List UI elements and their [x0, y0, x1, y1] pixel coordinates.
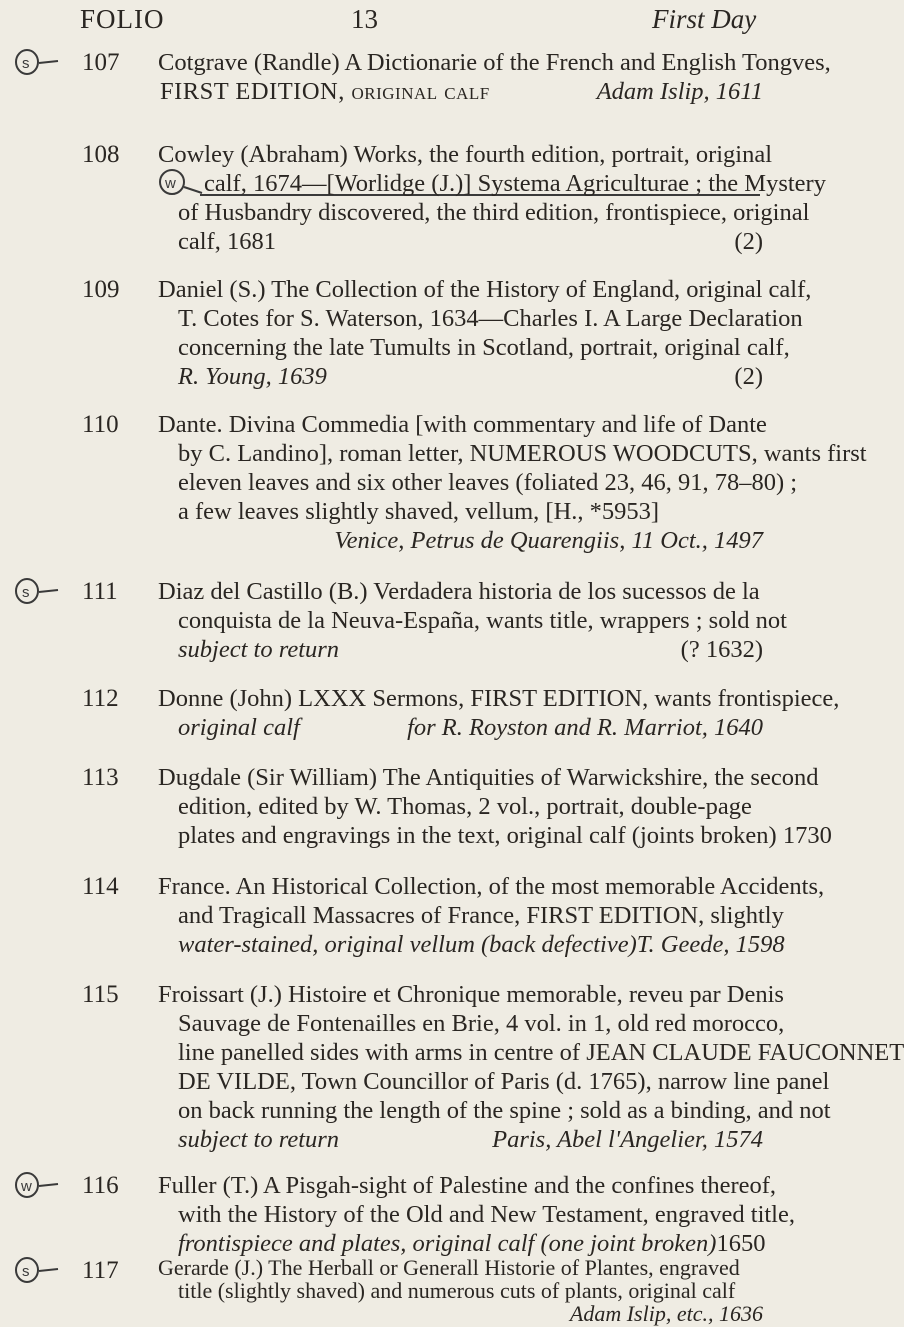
lot-number: 114	[82, 873, 119, 900]
description-line: plates and engravings in the text, original calf (joints broken) 1730	[178, 822, 832, 849]
lot-description	[158, 1171, 795, 1258]
volume-count: (2)	[734, 228, 763, 255]
description-line: Daniel (S.) The Collection of the History of England, original calf,	[158, 276, 812, 303]
lot-description	[158, 410, 867, 555]
imprint: Paris, Abel l'Angelier, 1574	[492, 1126, 763, 1153]
svg-text:s: s	[22, 55, 30, 72]
description-line: conquista de la Neuva-España, wants title, wrappers ; sold not	[178, 607, 787, 634]
lot-number: 110	[82, 411, 119, 438]
description-line	[158, 362, 763, 391]
imprint: Venice, Petrus de Quarengiis, 11 Oct., 1497	[334, 527, 763, 554]
running-head-right: First Day	[652, 4, 757, 34]
description-line: Froissart (J.) Histoire et Chronique memorable, reveu par Denis	[158, 981, 784, 1008]
description-line: eleven leaves and six other leaves (foliated 23, 46, 91, 78–80) ;	[178, 469, 798, 496]
imprint: T. Geede, 1598	[636, 931, 785, 958]
volume-count: (2)	[734, 363, 763, 390]
description-line: Gerarde (J.) The Herball or Generall Historie of Plantes, engraved	[158, 1255, 740, 1280]
description-line: by C. Landino], roman letter, NUMEROUS WOODCUTS, wants first	[178, 440, 867, 467]
svg-text:w: w	[21, 1178, 32, 1195]
description-line	[158, 635, 763, 664]
running-head-left: FOLIO	[80, 4, 165, 34]
imprint: for R. Royston and R. Marriot, 1640	[407, 714, 763, 741]
description-line: Cotgrave (Randle) A Dictionarie of the French and English Tongves,	[158, 49, 831, 76]
lot-number: 111	[82, 578, 118, 605]
description-line	[158, 1229, 766, 1258]
date: (? 1632)	[680, 636, 763, 663]
lot-description	[158, 577, 787, 664]
lot-description	[158, 140, 826, 256]
description-line: a few leaves slightly shaved, vellum, [H., *5953]	[178, 498, 660, 525]
lot-number: 109	[82, 276, 120, 303]
imprint: Adam Islip, etc., 1636	[569, 1301, 763, 1326]
description-line: Donne (John) LXXX Sermons, FIRST EDITION, wants frontispiece,	[158, 685, 840, 712]
svg-text:w: w	[165, 175, 176, 192]
description-line: with the History of the Old and New Testament, engraved title,	[178, 1201, 795, 1228]
description-line: Cowley (Abraham) Works, the fourth edition, portrait, original	[158, 141, 773, 168]
description-line: edition, edited by W. Thomas, 2 vol., portrait, double-page	[178, 793, 752, 820]
description-text: subject to return	[178, 636, 340, 663]
description-line: Sauvage de Fontenailles en Brie, 4 vol. in 1, old red morocco,	[178, 1010, 785, 1037]
lot-description	[158, 872, 825, 959]
pencil-circle-mark-icon	[14, 577, 60, 607]
lot-description	[158, 275, 812, 391]
svg-text:s: s	[22, 1263, 30, 1280]
pencil-circle-mark-icon	[14, 1256, 60, 1286]
date: 1650	[716, 1230, 766, 1257]
page-number: 13	[351, 4, 378, 34]
description-line: of Husbandry discovered, the third edition, frontispiece, original	[178, 199, 810, 226]
description-line: France. An Historical Collection, of the most memorable Accidents,	[158, 873, 825, 900]
description-line: title (slightly shaved) and numerous cuts of plants, original calf	[178, 1278, 736, 1303]
pencil-circle-mark-icon	[14, 48, 60, 78]
lot-number: 115	[82, 981, 119, 1008]
lot-number: 112	[82, 685, 119, 712]
svg-text:s: s	[22, 584, 30, 601]
lot-number: 117	[82, 1257, 119, 1284]
description-line	[158, 227, 763, 256]
lot-description	[158, 1256, 763, 1325]
description-line	[158, 1125, 763, 1154]
binding: original calf	[178, 714, 300, 741]
description-line: calf, 1674—[Worlidge (J.)] Systema Agriculturae ; the Mystery	[204, 170, 826, 197]
description-line: concerning the late Tumults in Scotland, portrait, original calf,	[178, 334, 790, 361]
description-line	[158, 77, 763, 106]
description-line	[158, 1302, 763, 1325]
lot-number: 108	[82, 141, 120, 168]
description-line	[158, 713, 763, 742]
description-line: Fuller (T.) A Pisgah-sight of Palestine and the confines thereof,	[158, 1172, 777, 1199]
description-line: Dugdale (Sir William) The Antiquities of Warwickshire, the second	[158, 764, 819, 791]
description-line: line panelled sides with arms in centre of JEAN CLAUDE FAUCONNET	[178, 1039, 904, 1066]
imprint: R. Young, 1639	[178, 363, 327, 390]
description-line	[158, 930, 785, 959]
lot-number: 107	[82, 49, 120, 76]
lot-description	[158, 980, 904, 1154]
description-text: subject to return	[178, 1126, 340, 1153]
description-line: DE VILDE, Town Councillor of Paris (d. 1765), narrow line panel	[178, 1068, 830, 1095]
lot-description	[158, 684, 840, 742]
description-line: and Tragicall Massacres of France, FIRST EDITION, slightly	[178, 902, 784, 929]
description-line: on back running the length of the spine ; sold as a binding, and not	[178, 1097, 831, 1124]
lot-description	[158, 763, 832, 850]
edition-note: FIRST EDITION, original calf	[160, 78, 490, 105]
page-header	[0, 0, 800, 40]
description-line	[158, 526, 763, 555]
pencil-circle-mark-icon	[14, 1171, 60, 1201]
description-text: calf, 1681	[178, 228, 276, 255]
description-line: T. Cotes for S. Waterson, 1634—Charles I. A Large Declaration	[178, 305, 803, 332]
lot-number: 113	[82, 764, 119, 791]
imprint: Adam Islip, 1611	[596, 78, 763, 105]
description-text: frontispiece and plates, original calf (one joint broken)	[178, 1230, 717, 1257]
description-line: Diaz del Castillo (B.) Verdadera historia de los sucessos de la	[158, 578, 760, 605]
lot-description	[158, 48, 831, 106]
lot-number: 116	[82, 1172, 119, 1199]
description-line: Dante. Divina Commedia [with commentary and life of Dante	[158, 411, 767, 438]
condition: water-stained, original vellum (back defective)	[178, 931, 637, 958]
